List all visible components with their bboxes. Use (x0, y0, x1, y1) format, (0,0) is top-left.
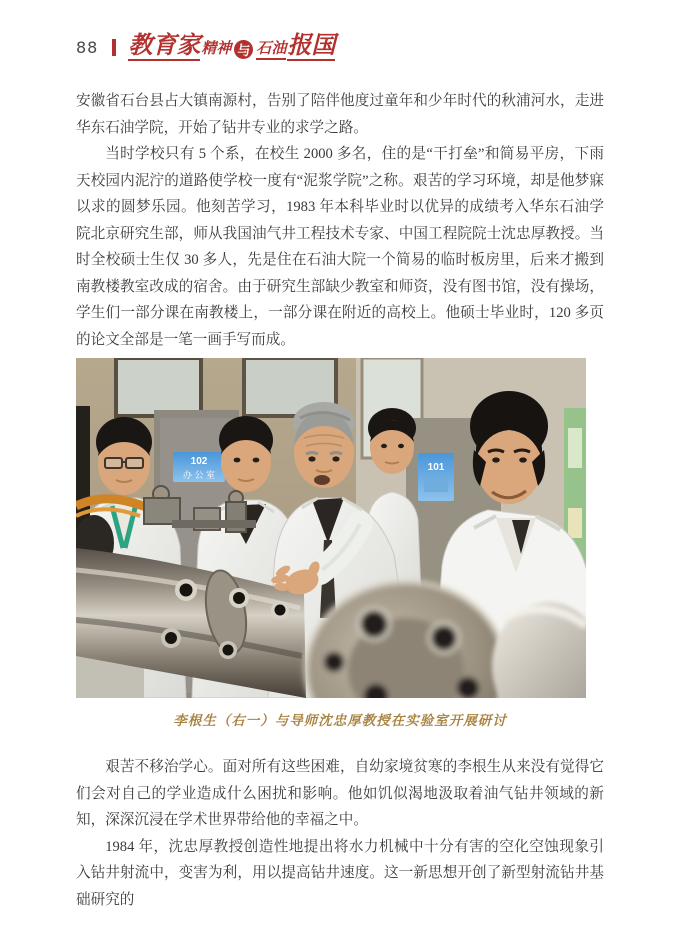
body-paragraph-4: 1984 年，沈忠厚教授创造性地提出将水力机械中十分有害的空化空蚀现象引入钻井射流中，变害为利，用以提高钻井速度。这一新思想开创了新型射流钻井基础研究的 (76, 838, 604, 908)
glasses (105, 458, 122, 468)
room-sign-102 (173, 452, 225, 482)
photo-lab-discussion (76, 358, 586, 698)
body-paragraph-2: 当时学校只有 5 个系，在校生 2000 多名，住的是“干打垒”和简易平房，下雨天校园内泥泞的道路使学校一度有“泥浆学院”之称。艰苦的学习环境，却是他梦寐以求的圆梦乐园。他刻苦学习，1983 年本科毕业时以优异的成绩考入华东石油学院北京研究生部，师从我国油气井工程技术专家、中国工程院院士沈忠厚教授。当时全校硕士生仅 30 多人，先是住在石油大院一个简易的临时板房里，后来才搬到南教楼教室改成的宿舍。由于研究生部缺少教室和师资，没有图书馆，没有操场，学生们一部分课在南教楼上，一部分课在附近的高校上。他硕士毕业时，120 多页的论文全部是一笔一画手写而成。 (76, 146, 604, 348)
logo-circle-and: 与 (234, 40, 253, 59)
logo-text-petroleum: 石油 (256, 37, 286, 60)
open-mouth (314, 475, 330, 485)
window-left (116, 358, 201, 416)
series-logo (128, 34, 335, 61)
page-content (76, 88, 604, 913)
photo-caption: 李根生（右一）与导师沈忠厚教授在实验室开展研讨 (173, 713, 507, 728)
room-sign-101 (418, 453, 454, 501)
logo-text-educator: 教育家 (128, 34, 200, 61)
page-number: 88 (76, 38, 99, 58)
svg-text:办 公 室: 办 公 室 (182, 470, 216, 480)
svg-text:101: 101 (427, 462, 445, 473)
page-header (76, 34, 335, 61)
header-divider-bar (112, 39, 116, 56)
shiny-cylinder (492, 602, 586, 698)
body-paragraph-3: 艰苦不移治学心。面对所有这些困难，自幼家境贫寒的李根生从来没有觉得它们会对自己的学业造成什么困扰和影响。他如饥似渴地汲取着油气钻井领域的新知，深深沉浸在学术世界带给他的幸福之中。 (76, 759, 604, 828)
logo-text-spirit: 精神 (201, 41, 232, 57)
svg-text:102: 102 (190, 456, 208, 467)
logo-text-serve-country: 报国 (287, 34, 335, 61)
body-paragraph-1: 安徽省石台县占大镇南源村，告别了陪伴他度过童年和少年时代的秋浦河水，走进华东石油学院，开始了钻井专业的求学之路。 (76, 93, 604, 136)
